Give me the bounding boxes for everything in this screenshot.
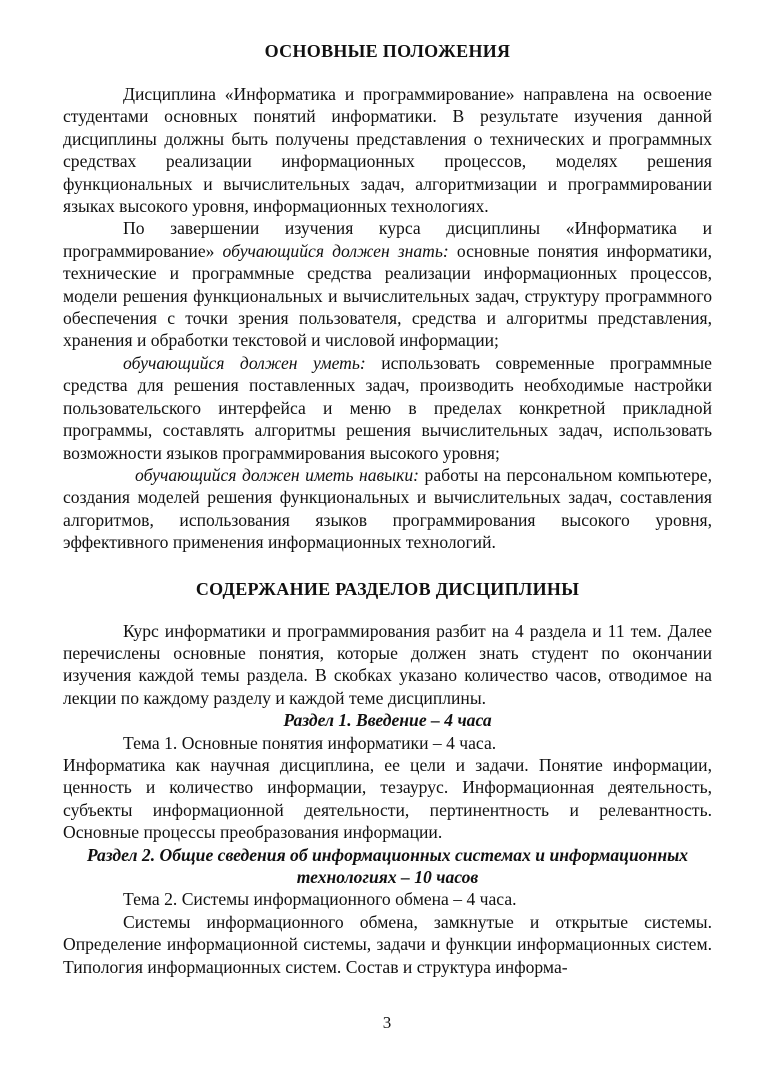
content-heading: СОДЕРЖАНИЕ РАЗДЕЛОВ ДИСЦИПЛИНЫ xyxy=(195,578,580,599)
p2-rest: основные понятия информатики, технические и программные средства реализации информационных процессов, модели решения функциональных и вычислительных задач, структуру программного обеспечения с точки зрения пользователя, средства и алгоритмы представления, хранения и обработки текстовой и числовой информации; xyxy=(63,240,712,351)
course-paragraph: Курс информатики и программирования разбит на 4 раздела и 11 тем. Далее перечислены основные понятия, которые должен знать студент по окончании изучения каждой темы раздела. В скобках указано количество часов, отводимое на лекции по каждому разделу и каждой теме дисциплины. xyxy=(63,620,712,708)
intro-paragraph-3 xyxy=(63,352,712,464)
p3-label: обучающийся должен уметь: xyxy=(123,352,366,373)
p2-text: По завершении изучения курса дисциплины «Информатика и программирование» xyxy=(63,218,712,261)
topic-1-title: Тема 1. Основные понятия информатики – 4 часа. xyxy=(123,732,497,753)
p4-label: обучающийся должен иметь навыки: xyxy=(135,464,419,485)
page-number: 3 xyxy=(382,1013,392,1032)
intro-paragraph-4 xyxy=(63,464,712,554)
section-1-heading: Раздел 1. Введение – 4 часа xyxy=(283,710,492,731)
topic-1-text: Информатика как научная дисциплина, ее цели и задачи. Понятие информации, ценность и количество информации, тезаурус. Информационная деятельность, субъекты информационной деятельности, пертинентность и релевантность. Основные процессы преобразования информации. xyxy=(63,754,712,843)
p4-rest: работы на персональном компьютере, создания моделей решения функциональных и вычислительных задач, составления алгоритмов, использования языков программирования высокого уровня, эффективного применения информационных технологий. xyxy=(63,464,712,553)
intro-paragraph-2 xyxy=(63,217,712,351)
main-heading: ОСНОВНЫЕ ПОЛОЖЕНИЯ xyxy=(264,41,511,61)
p2-label: обучающийся должен знать: xyxy=(222,240,449,261)
p3-rest: использовать современные программные средства для решения поставленных задач, производить необходимые настройки пользовательского интерфейса и меню в пределах конкретной прикладной программы, составлять алгоритмы решения вычислительных задач, использовать возможности языков программирования высокого уровня; xyxy=(63,352,712,463)
topic-2-text: Системы информационного обмена, замкнутые и открытые системы. Определение информационной системы, задачи и функции информационных систем. Типология информационных систем. Состав и структура информа- xyxy=(63,911,712,977)
intro-paragraph-1: Дисциплина «Информатика и программирование» направлена на освоение студентами основных понятий информатики. В результате изучения данной дисциплины должны быть получены представления о технических и программных средствах реализации информационных процессов, моделях решения функциональных и вычислительных задач, алгоритмизации и программировании языках высокого уровня, информационных технологиях. xyxy=(63,84,712,217)
topic-2-title: Тема 2. Системы информационного обмена – 4 часа. xyxy=(123,889,517,910)
section-2-heading: Раздел 2. Общие сведения об информационных системах и информационных технологиях – 10 часов xyxy=(86,844,689,887)
